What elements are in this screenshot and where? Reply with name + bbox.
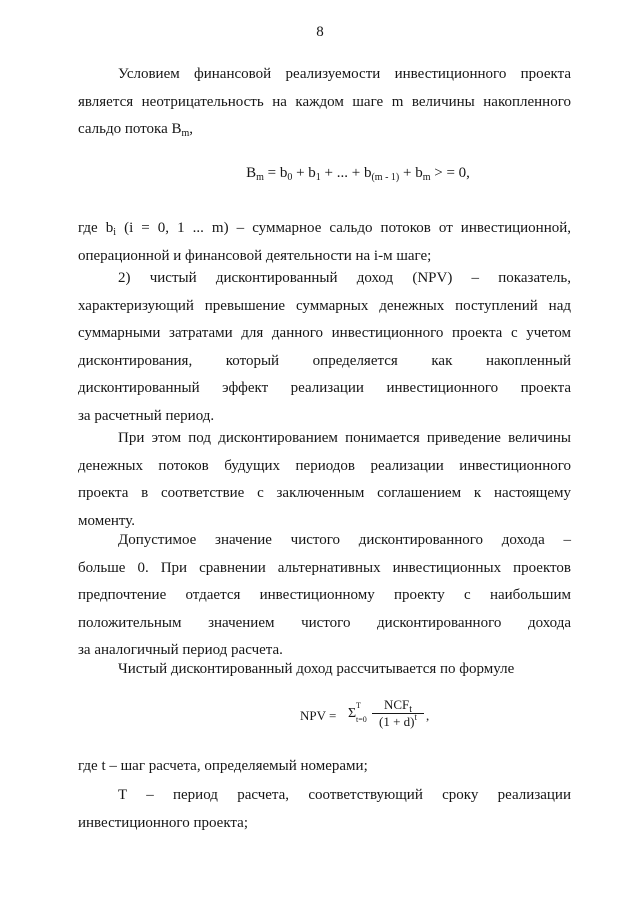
fraction-denominator — [372, 714, 424, 730]
text-line: При этом под дисконтированием понимается приведение величины — [118, 430, 571, 446]
formula-term: + b — [292, 165, 316, 181]
sum-symbol: Σ — [348, 706, 357, 721]
paragraph-where-t — [78, 753, 571, 781]
sum-lower-limit: t=0 — [356, 715, 367, 724]
text-line: 2) чистый дисконтированный доход (NPV) – показатель, — [118, 270, 571, 286]
formula-term: + ... + b — [320, 165, 372, 181]
text-line: является неотрицательность на каждом шаге m величины накопленного — [78, 93, 571, 110]
text-line — [78, 215, 571, 243]
paragraph-period-t — [78, 782, 571, 837]
formula-term: (1 + d) — [378, 714, 415, 729]
subscript: m — [256, 172, 264, 183]
subscript: (m - 1) — [371, 172, 400, 183]
paragraph-discounting — [78, 425, 571, 535]
text-line: Чистый дисконтированный доход рассчитывается по формуле — [118, 661, 515, 677]
formula-term: B — [246, 165, 257, 181]
subscript: 0 — [287, 172, 293, 183]
text-line — [78, 116, 571, 144]
sum-upper-limit: T — [356, 701, 361, 710]
formula-term: > = 0, — [430, 165, 470, 181]
superscript: t — [414, 712, 417, 722]
paragraph-npv-formula-intro — [78, 656, 571, 684]
subscript: i — [113, 227, 117, 238]
text-fragment: где b — [78, 220, 114, 236]
text-line: предпочтение отдается инвестиционному проекту с наибольшим — [78, 587, 571, 603]
formula-term: NCF — [383, 697, 410, 712]
text-fragment: (i = 0, 1 ... m) – суммарное сальдо потоков от инвестиционной, — [116, 220, 571, 236]
text-line: дисконтированный эффект реализации инвестиционного проекта — [78, 380, 571, 396]
text-line: за аналогичный период расчета. — [78, 642, 283, 658]
formula-cumulative-balance — [38, 165, 640, 182]
paragraph-where-bi — [78, 215, 571, 270]
text-line: характеризующий превышение суммарных денежных поступлений над — [78, 297, 571, 314]
formula-term: NPV = — [300, 708, 337, 723]
formula-term: + b — [399, 165, 423, 181]
text-fragment: , — [189, 121, 194, 137]
paragraph-npv-definition — [78, 265, 571, 430]
fraction — [372, 697, 424, 730]
subscript: 1 — [315, 172, 321, 183]
text-line: больше 0. При сравнении альтернативных инвестиционных проектов — [78, 559, 571, 576]
text-line: за расчетный период. — [78, 407, 215, 424]
formula-term: , — [426, 708, 430, 723]
page-number: 8 — [316, 24, 324, 40]
subscript: m — [181, 128, 190, 139]
text-line: инвестиционного проекта; — [78, 814, 248, 831]
text-line: суммарными затратами для данного инвестиционного проекта с учетом — [78, 325, 571, 341]
text-line: T – период расчета, соответствующий сроку реализации — [118, 787, 571, 803]
text-line: моменту. — [78, 512, 135, 529]
text-line: проекта в соответствие с заключенным соглашением к настоящему — [78, 485, 571, 501]
subscript: t — [409, 704, 413, 715]
paragraph-acceptable-value — [78, 527, 571, 665]
text-line: где t – шаг расчета, определяемый номерами; — [78, 758, 368, 774]
text-line: денежных потоков будущих периодов реализации инвестиционного — [78, 457, 571, 474]
text-line: Условием финансовой реализуемости инвестиционного проекта — [118, 66, 571, 82]
text-line: Допустимое значение чистого дисконтированного дохода – — [118, 532, 571, 548]
text-line: операционной и финансовой деятельности на i-м шаге; — [78, 247, 432, 264]
formula-term: = b — [263, 165, 288, 181]
paragraph-financial-feasibility — [78, 61, 571, 144]
text-fragment: сальдо потока B — [78, 121, 182, 137]
subscript: m — [422, 172, 431, 183]
text-line: дисконтирования, который определяется как накопленный — [78, 352, 571, 369]
text-line: положительным значением чистого дисконтированного дохода — [78, 614, 571, 631]
